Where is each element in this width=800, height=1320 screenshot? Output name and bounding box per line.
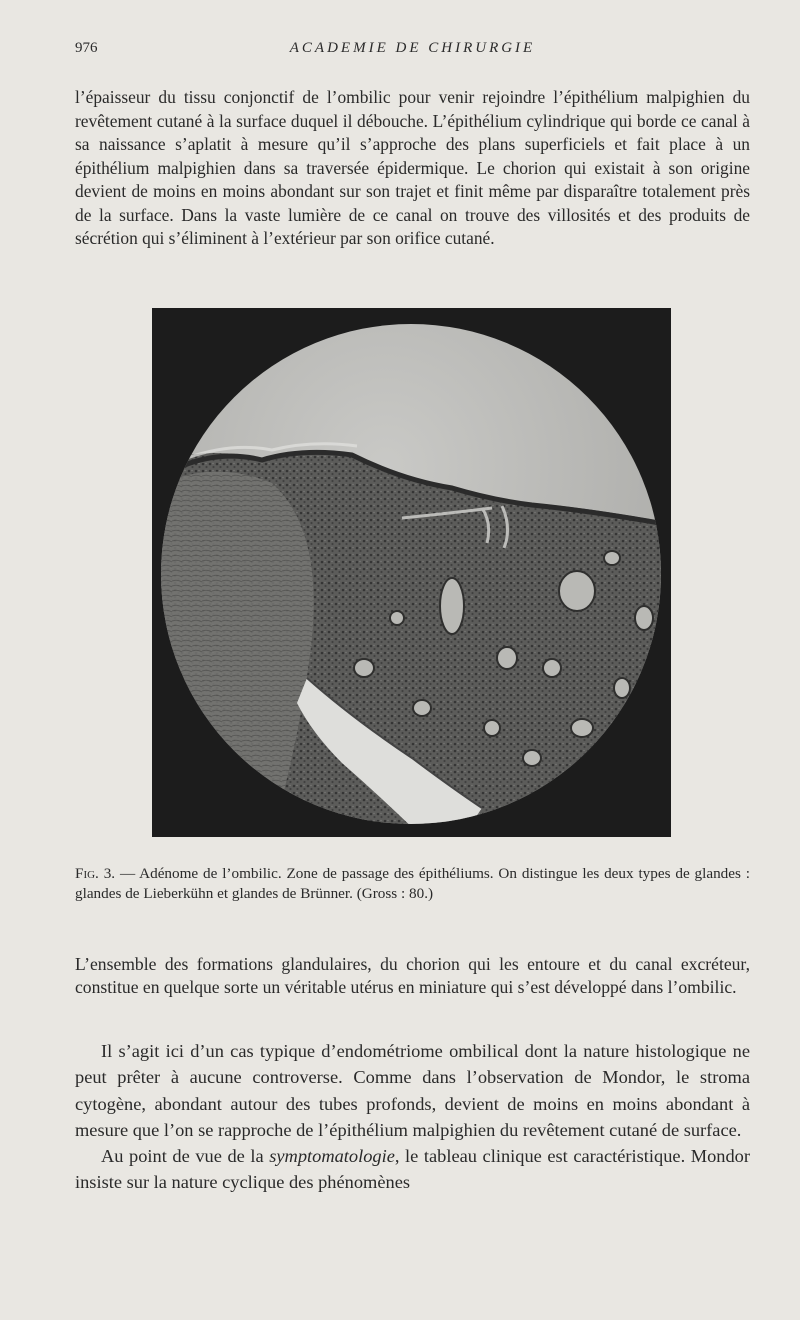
figure-caption — [75, 864, 750, 904]
figure-caption-text: — Adénome de l’ombilic. Zone de passage des épithéliums. On distingue les deux types de glandes : glandes de Lieberkühn et glandes de Brünner. (Gross : 80.) — [75, 865, 750, 902]
micrograph-figure — [152, 308, 671, 837]
page-header — [75, 40, 750, 62]
paragraph-symptomatology — [75, 1143, 750, 1196]
page-number: 976 — [75, 40, 98, 56]
paragraph-text: l’épaisseur du tissu conjonctif de l’ombilic pour venir rejoindre l’épithélium malpighien du revêtement cutané à la surface duquel il débouche. L’épithélium cylindrique qui borde ce canal à sa naissance s’aplatit à mesure qu’il s’approche des plans superficiels et fait place à un épithélium malpighien dans sa traversée épidermique. Le chorion qui existait à son origine devient de moins en moins abondant sur son trajet et finit même par disparaître totalement près de la surface. Dans la vaste lumière de ce canal on trouve des villosités et des produits de sécrétion qui s’éliminent à l’extérieur par son orifice cutané. — [75, 87, 750, 248]
paragraph-discussion — [75, 1038, 750, 1196]
emphasis-symptomatologie: symptomatologie — [269, 1146, 395, 1167]
figure-label: Fig. 3. — [75, 865, 116, 882]
paragraph-text: L’ensemble des formations glandulaires, du chorion qui les entoure et du canal excréteur, constitue en quelque sorte un véritable utérus en miniature qui s’est développé dans l’ombilic. — [75, 954, 750, 997]
paragraph-text-start: Au point de vue de la — [101, 1146, 270, 1167]
paragraph-text: Il s’agit ici d’un cas typique d’endométriome ombilical dont la nature histologique ne peut prêter à aucune controverse. Comme dans l’observation de Mondor, le stroma cytogène, abondant autour des tubes profonds, devient de moins en moins abondant à mesure que l’on se rapproche de l’épithélium malpighien du revêtement cutané de surface. — [75, 1041, 750, 1140]
paragraph-summary — [75, 953, 750, 998]
running-head: ACADEMIE DE CHIRURGIE — [289, 40, 536, 56]
paragraph-intro — [75, 86, 750, 251]
paragraph-text-end: , le tableau clinique est caractéristique. Mondor insiste sur la nature cyclique des phénomènes — [75, 1146, 750, 1193]
micrograph-image — [152, 308, 671, 837]
